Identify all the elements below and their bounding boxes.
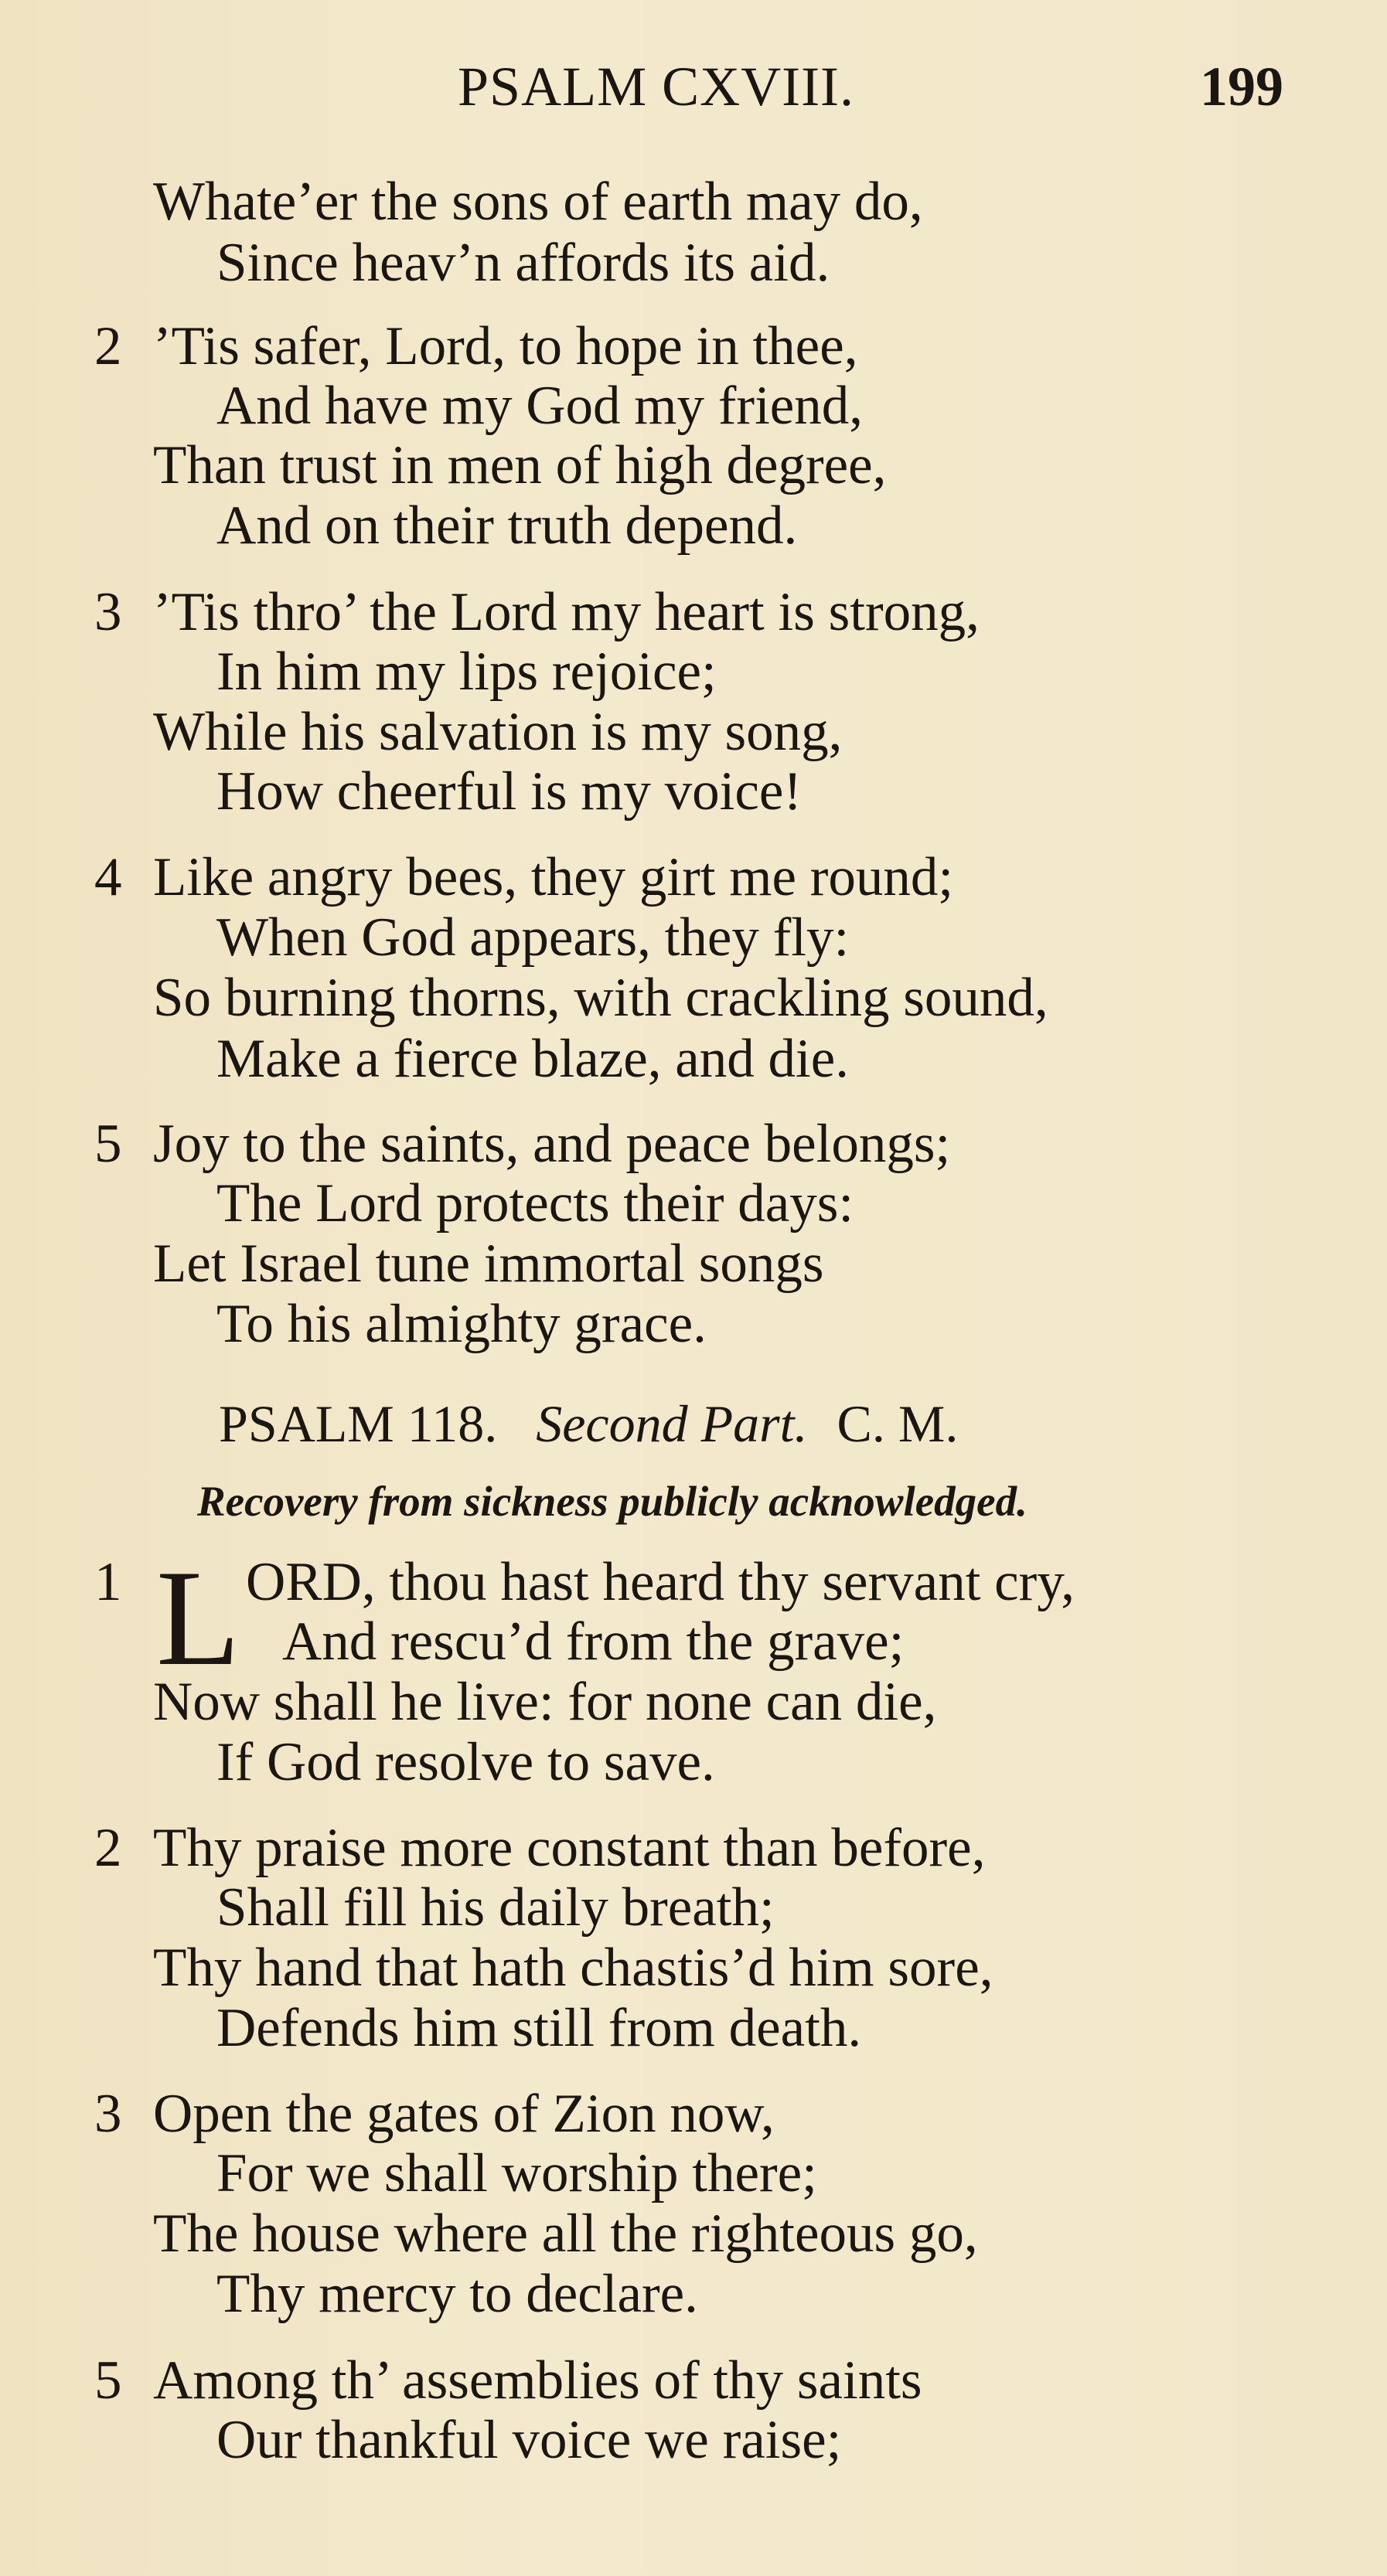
verse-number: 3 (94, 2084, 122, 2144)
verse-line: Defends him still from death. (216, 1998, 862, 2058)
verse-line: Our thankful voice we raise; (216, 2410, 842, 2470)
verse-line: Open the gates of Zion now, (153, 2084, 775, 2144)
verse-number: 5 (94, 1114, 122, 1174)
verse-line: If God resolve to save. (216, 1732, 715, 1792)
verse-line: When God appears, they fly: (216, 907, 850, 968)
verse-line: So burning thorns, with crackling sound, (153, 968, 1048, 1028)
verse-line: How cheerful is my voice! (216, 761, 803, 822)
verse-line: ’Tis thro’ the Lord my heart is strong, (153, 582, 980, 642)
verse-number: 4 (94, 847, 122, 907)
verse-line: The Lord protects their days: (216, 1173, 854, 1234)
verse-line: ORD, thou hast heard thy servant cry, (246, 1552, 1075, 1612)
verse-line: To his almighty grace. (216, 1294, 707, 1354)
verse-line: The house where all the righteous go, (153, 2203, 978, 2264)
verse-line: Thy mercy to declare. (216, 2264, 698, 2324)
psalm-number: PSALM 118. (219, 1394, 498, 1453)
running-title: PSALM CXVIII. (458, 56, 855, 117)
verse-line: ’Tis safer, Lord, to hope in thee, (153, 316, 858, 376)
verse-line: Than trust in men of high degree, (153, 435, 887, 495)
drop-cap: L (156, 1541, 240, 1694)
page-number: 199 (1200, 56, 1283, 117)
verse-line: Thy hand that hath chastis’d him sore, (153, 1938, 993, 1998)
verse-line: Let Israel tune immortal songs (153, 1234, 824, 1294)
psalm-subtitle: Recovery from sickness publicly acknowledged. (197, 1478, 1027, 1525)
verse-line: Among th’ assemblies of thy saints (153, 2350, 922, 2411)
verse-line: And on their truth depend. (216, 495, 798, 556)
verse-line: In him my lips rejoice; (216, 641, 717, 702)
verse-line: Now shall he live: for none can die, (153, 1672, 937, 1732)
psalm-heading (219, 1394, 959, 1453)
verse-number: 2 (94, 316, 122, 376)
verse-line: Thy praise more constant than before, (153, 1818, 986, 1878)
verse-line: Like angry bees, they girt me round; (153, 847, 954, 907)
verse-line: For we shall worship there; (216, 2143, 817, 2203)
verse-line: Joy to the saints, and peace belongs; (153, 1114, 951, 1174)
verse-number: 5 (94, 2350, 122, 2411)
verse-number: 3 (94, 582, 122, 642)
verse-line: Whate’er the sons of earth may do, (153, 172, 923, 232)
verse-number: 2 (94, 1818, 122, 1878)
part-label: Second Part. (536, 1394, 808, 1453)
verse-line: And rescu’d from the grave; (282, 1611, 905, 1672)
verse-line: And have my God my friend, (216, 376, 864, 436)
meter-label: C. M. (837, 1394, 959, 1453)
verse-line: Make a fierce blaze, and die. (216, 1029, 849, 1089)
verse-line: Since heav’n affords its aid. (216, 233, 830, 293)
verse-line: Shall fill his daily breath; (216, 1877, 775, 1938)
verse-number: 1 (94, 1552, 122, 1612)
verse-line: While his salvation is my song, (153, 702, 843, 762)
